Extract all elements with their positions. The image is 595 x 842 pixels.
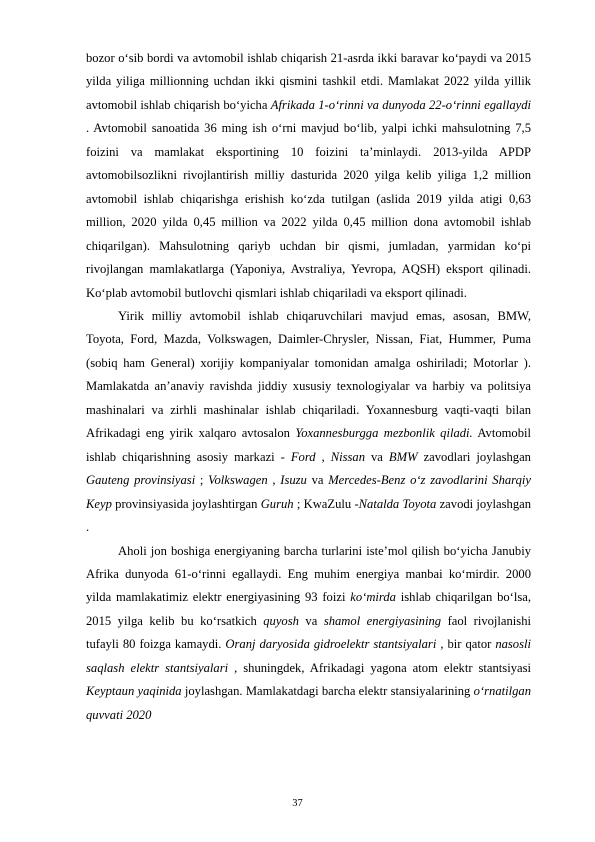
text-run: , bir qator (436, 637, 496, 652)
italic-text: Afrikada 1-o‘rinni va dunyoda 22-o‘rinni egallaydi (270, 97, 532, 112)
italic-text: quyosh (263, 613, 299, 628)
text-run: va (365, 449, 389, 464)
italic-text: nasosli saqlash elektr stantsiyalari (86, 637, 532, 675)
text-run: ; (195, 473, 209, 488)
italic-text: Isuzu (280, 473, 307, 488)
italic-text: ko‘mirda (350, 590, 396, 605)
text-run: , (315, 449, 331, 464)
italic-text: shamol energiyasining (323, 613, 442, 628)
paragraph (86, 47, 531, 305)
text-run: faol rivojlanishi tufayli 80 foizga kamaydi. (86, 613, 532, 652)
text-run: va (306, 473, 329, 488)
italic-text: Keyptaun yaqinida (86, 684, 182, 699)
italic-text: o‘rnatilgan quvvati 2020 (86, 684, 531, 722)
paragraph (86, 305, 531, 540)
italic-text: Yoxannesburgga mezbonlik qiladi. (295, 426, 473, 441)
document-body (86, 47, 531, 727)
text-run: joylashgan. Mamlakatdagi barcha elektr stansiyalarining (181, 684, 474, 699)
italic-text: BMW (388, 449, 418, 464)
text-run: Avtomobil ishlab chiqarishning asosiy markazi - (86, 426, 532, 464)
text-run: . Avtomobil sanoatida 36 ming ish o‘rni mavjud bo‘lib, yalpi ichki mahsulotning 7,5 foizini va mamlakat eksportining 10 foizini ta’minlaydi. 2013-yilda APDP avtomobilsozlikni rivojlantirish milliy dasturida 2020 yilga kelib yiliga 1,2 million avtomobil ishlab chiqarishga erishish ko‘zda tutilgan (aslida 2019 yilda atigi 0,63 million, 2020 yilda 0,45 million va 2022 yilda 0,45 million dona avtomobil ishlab chiqarilgan). Mahsulotning qariyb uchdan bir qismi, jumladan, yarmidan ko‘pi rivojlangan mamlakatlarga (Yaponiya, Avstraliya, Yevropa, AQSH) eksport qilinadi. Ko‘plab avtomobil butlovchi qismlari ishlab chiqariladi va eksport qilinadi. (86, 121, 531, 300)
text-run: , (267, 473, 281, 488)
italic-text: Nissan (330, 449, 366, 464)
text-run: Aholi jon boshiga energiyaning barcha turlarini iste’mol qilish bo‘yicha Janubiy Afrika dunyoda 61-o‘rinni egallaydi. Eng muhim energiya manbai ko‘mirdir. 2000 yilda mamlakatimiz elektr energiyasining 93 foizi (86, 543, 531, 605)
page-number: 37 (292, 798, 303, 809)
text-run: bozor o‘sib bordi va avtomobil ishlab chiqarish 21-asrda ikki baravar ko‘paydi va 2015 yilda yiliga millionning uchdan ikki qismini tashkil etdi. Mamlakat 2022 yilda yillik avtomobil ishlab chiqarish bo‘yicha (86, 51, 531, 112)
italic-text: Guruh (260, 496, 294, 511)
italic-text: Natalda Toyota (358, 496, 437, 511)
text-run: zavodlari joylashgan (417, 449, 531, 464)
text-run: provinsiyasida joylashtirgan (111, 496, 261, 511)
text-run: , shuningdek, Afrikadagi yagona atom elektr stantsiyasi (228, 660, 531, 675)
text-run: ishlab chiqarilgan bo‘lsa, 2015 yilga kelib bu ko‘rsatkich (86, 590, 531, 628)
italic-text: Mercedes-Benz o‘z zavodlarini Sharqiy Keyp (86, 473, 532, 511)
paragraph (86, 540, 531, 728)
italic-text: Ford (290, 449, 316, 464)
italic-text: Oranj daryosida gidroelektr stantsiyalari (225, 637, 437, 652)
text-run: Yirik milliy avtomobil ishlab chiqaruvchilari mavjud emas, asosan, BMW, Toyota, Ford, Mazda, Volkswagen, Daimler-Chrysler, Nissan, Fiat, Hummer, Puma (sobiq ham General) xorijiy kompaniyalar tomonidan amalga oshiriladi; Motorlar ). Mamlakatda an’anaviy ravishda jiddiy xususiy texnologiyalar va harbiy va politsiya mashinalari va zirhli mashinalar ishlab chiqariladi. Yoxannesburg vaqti-vaqti bilan Afrikadagi eng yirik xalqaro avtosalon (86, 308, 531, 441)
italic-text: Gauteng provinsiyasi (86, 473, 196, 488)
text-run: zavodi joylashgan . (86, 496, 531, 535)
italic-text: Volkswagen (208, 473, 268, 488)
text-run: va (298, 613, 324, 628)
text-run: ; KwaZulu - (293, 496, 359, 511)
